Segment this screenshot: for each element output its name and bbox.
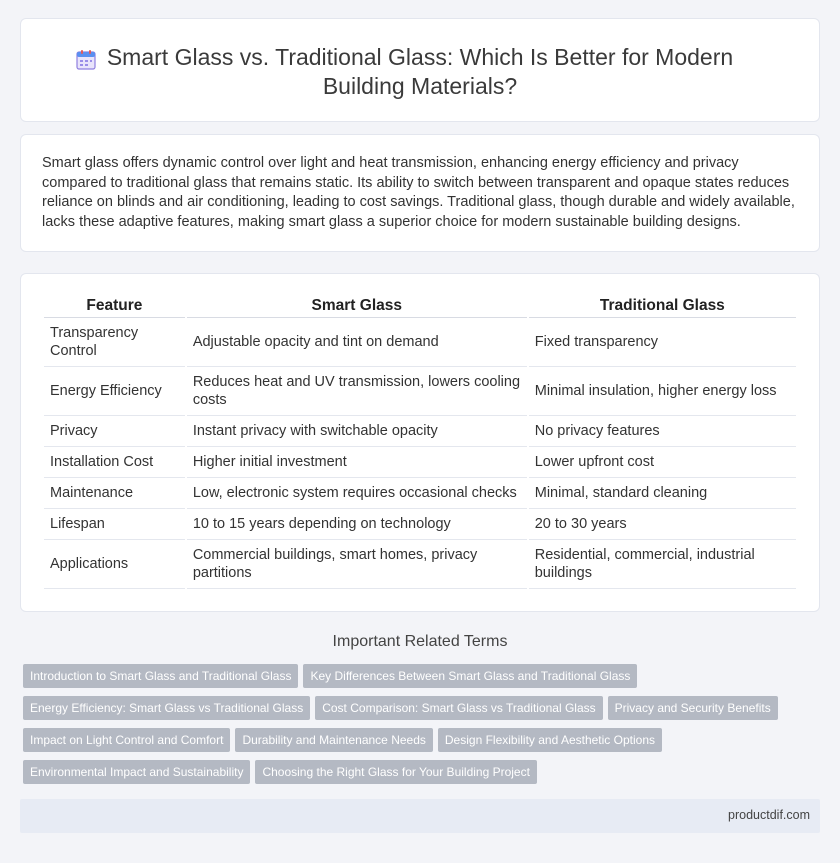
comparison-table — [42, 295, 798, 589]
smart-glass-cell: Higher initial investment — [187, 447, 527, 478]
table-row — [44, 478, 796, 509]
traditional-glass-cell: Minimal insulation, higher energy loss — [529, 367, 796, 416]
traditional-glass-cell: No privacy features — [529, 416, 796, 447]
related-term-tag[interactable]: Durability and Maintenance Needs — [235, 728, 432, 752]
related-terms-list — [23, 664, 803, 792]
intro-card — [20, 134, 820, 252]
smart-glass-cell: Adjustable opacity and tint on demand — [187, 318, 527, 367]
related-term-tag[interactable]: Cost Comparison: Smart Glass vs Traditional Glass — [315, 696, 602, 720]
table-row — [44, 367, 796, 416]
header-feature: Feature — [44, 295, 185, 318]
related-term-tag[interactable]: Privacy and Security Benefits — [608, 696, 778, 720]
page-title: Smart Glass vs. Traditional Glass: Which Is Better for Modern Building Materials? — [106, 44, 734, 99]
traditional-glass-cell: Fixed transparency — [529, 318, 796, 367]
traditional-glass-cell: Lower upfront cost — [529, 447, 796, 478]
feature-cell: Energy Efficiency — [44, 367, 185, 416]
feature-cell: Privacy — [44, 416, 185, 447]
related-term-tag[interactable]: Environmental Impact and Sustainability — [23, 760, 250, 784]
traditional-glass-cell: 20 to 30 years — [529, 509, 796, 540]
header-card — [20, 18, 820, 122]
related-term-tag[interactable]: Introduction to Smart Glass and Traditional Glass — [23, 664, 298, 688]
feature-cell: Maintenance — [44, 478, 185, 509]
intro-paragraph: Smart glass offers dynamic control over light and heat transmission, enhancing energy efficiency and privacy compared to traditional glass that remains static. Its ability to switch between transparent and opaque states reduces reliance on blinds and air conditioning, leading to cost savings. Traditional glass, though durable and widely available, lacks these adaptive features, making smart glass a superior choice for modern sustainable building designs. — [42, 155, 795, 230]
feature-cell: Installation Cost — [44, 447, 185, 478]
header-smart-glass: Smart Glass — [187, 295, 527, 318]
comparison-table-card — [20, 273, 820, 612]
table-header-row — [44, 295, 796, 318]
related-term-tag[interactable]: Key Differences Between Smart Glass and Traditional Glass — [303, 664, 637, 688]
related-term-tag[interactable]: Impact on Light Control and Comfort — [23, 728, 230, 752]
traditional-glass-cell: Residential, commercial, industrial buildings — [529, 540, 796, 589]
related-term-tag[interactable]: Choosing the Right Glass for Your Building Project — [255, 760, 537, 784]
header-traditional-glass: Traditional Glass — [529, 295, 796, 318]
related-terms-title: Important Related Terms — [332, 633, 508, 650]
traditional-glass-cell: Minimal, standard cleaning — [529, 478, 796, 509]
smart-glass-cell: Instant privacy with switchable opacity — [187, 416, 527, 447]
table-row — [44, 509, 796, 540]
table-row — [44, 540, 796, 589]
feature-cell: Lifespan — [44, 509, 185, 540]
smart-glass-cell: 10 to 15 years depending on technology — [187, 509, 527, 540]
feature-cell: Applications — [44, 540, 185, 589]
related-term-tag[interactable]: Design Flexibility and Aesthetic Options — [438, 728, 662, 752]
footer-site-link[interactable]: productdif.com — [728, 808, 810, 822]
footer — [20, 799, 820, 833]
smart-glass-cell: Low, electronic system requires occasional checks — [187, 478, 527, 509]
related-term-tag[interactable]: Energy Efficiency: Smart Glass vs Traditional Glass — [23, 696, 310, 720]
table-row — [44, 416, 796, 447]
smart-glass-cell: Reduces heat and UV transmission, lowers cooling costs — [187, 367, 527, 416]
feature-cell: Transparency Control — [44, 318, 185, 367]
smart-glass-cell: Commercial buildings, smart homes, privacy partitions — [187, 540, 527, 589]
table-row — [44, 447, 796, 478]
table-row — [44, 318, 796, 367]
